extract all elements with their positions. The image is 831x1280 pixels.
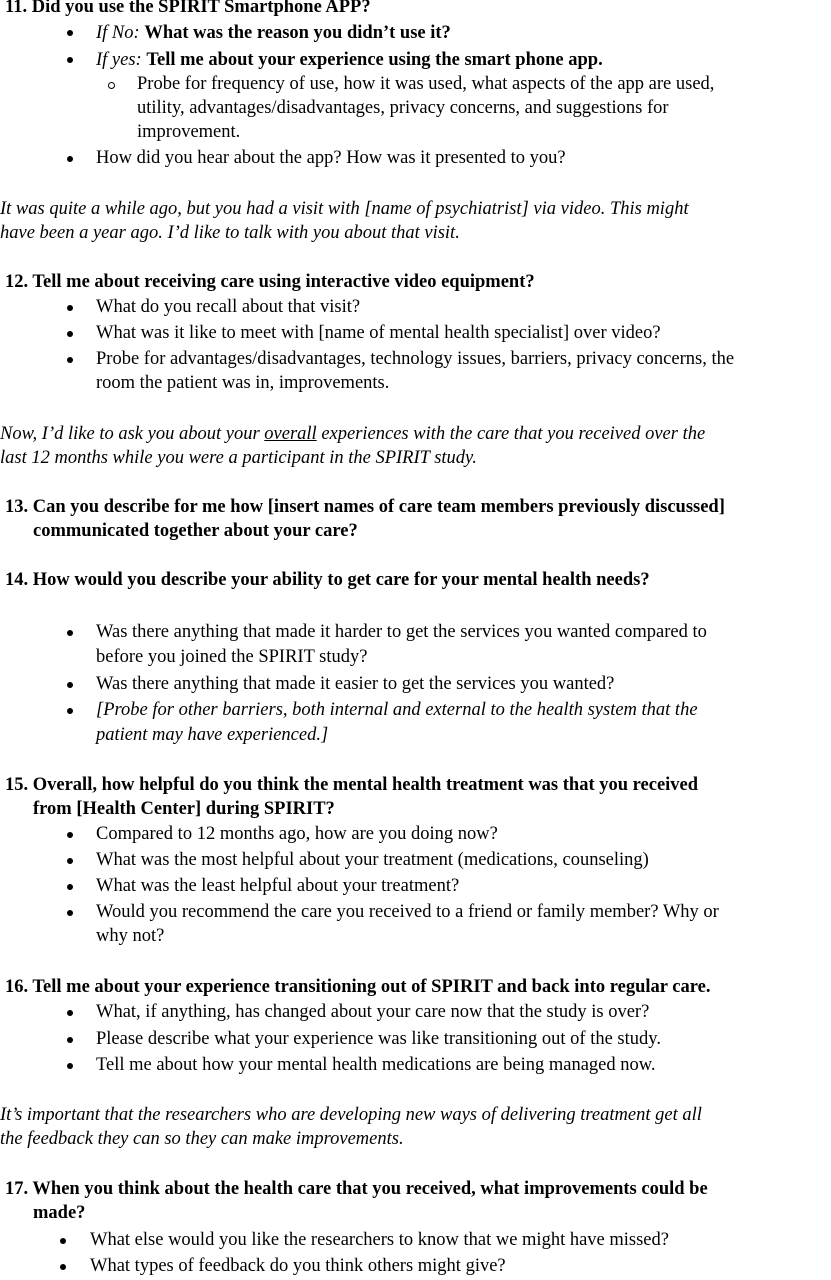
q16-bullet-changed: What, if anything, has changed about your care now that the study is over? (96, 1002, 650, 1022)
intro-video-line1: It was quite a while ago, but you had a visit with [name of psychiatrist] via video. This might (0, 199, 689, 219)
question-12-title: 12. Tell me about receiving care using interactive video equipment? (5, 272, 535, 292)
q15-bullet-recommend-line1: Would you recommend the care you received to a friend or family member? Why or (96, 902, 719, 922)
intro-feedback-line1: It’s important that the researchers who are developing new ways of delivering treatment get all (0, 1105, 702, 1125)
bullet-icon (67, 708, 73, 714)
intro-overall-underlined: overall (264, 424, 317, 444)
question-17-line2: made? (33, 1203, 86, 1223)
bullet-icon (67, 630, 73, 636)
bullet-icon (60, 1264, 66, 1270)
bullet-icon (67, 1010, 73, 1016)
q12-bullet-probe-line2: room the patient was in, improvements. (96, 373, 390, 393)
q14-bullet-easier: Was there anything that made it easier to get the services you wanted? (96, 674, 615, 694)
question-15-line2: from [Health Center] during SPIRIT? (33, 799, 335, 819)
bullet-icon (67, 884, 73, 890)
q14-bullet-harder-line1: Was there anything that made it harder to get the services you wanted compared to (96, 622, 707, 642)
question-11-title: 11. Did you use the SPIRIT Smartphone APP? (5, 0, 371, 17)
if-no-text: What was the reason you didn’t use it? (144, 23, 451, 43)
question-17-line1: 17. When you think about the health care that you received, what improvements could be (5, 1179, 708, 1199)
q11-sub-probe-line1: Probe for frequency of use, how it was used, what aspects of the app are used, (137, 74, 715, 94)
bullet-icon (67, 357, 73, 363)
intro-overall-line2: last 12 months while you were a participant in the SPIRIT study. (0, 448, 477, 468)
if-yes-text: Tell me about your experience using the smart phone app. (146, 50, 603, 70)
bullet-icon (67, 1063, 73, 1069)
q14-bullet-probe-line1: [Probe for other barriers, both internal and external to the health system that the (96, 700, 698, 720)
q14-bullet-harder-line2: before you joined the SPIRIT study? (96, 647, 368, 667)
question-16-title: 16. Tell me about your experience transitioning out of SPIRIT and back into regular care. (5, 977, 711, 997)
q17-bullet-feedback: What types of feedback do you think others might give? (90, 1256, 506, 1276)
bullet-icon (67, 156, 73, 162)
question-15-line1: 15. Overall, how helpful do you think the mental health treatment was that you received (5, 775, 699, 795)
question-13-line1: 13. Can you describe for me how [insert names of care team members previously discussed] (5, 497, 725, 517)
bullet-icon (60, 1238, 66, 1244)
q11-bullet-if-yes (96, 49, 603, 71)
q14-bullet-probe-line2: patient may have experienced.] (96, 725, 329, 745)
sub-bullet-icon (108, 82, 115, 89)
q11-sub-probe-line3: improvement. (137, 122, 241, 142)
question-14-title: 14. How would you describe your ability to get care for your mental health needs? (5, 570, 650, 590)
bullet-icon (67, 57, 73, 63)
q17-bullet-missed: What else would you like the researchers to know that we might have missed? (90, 1230, 669, 1250)
question-13-line2: communicated together about your care? (33, 521, 358, 541)
q11-bullet-if-no (96, 22, 451, 44)
bullet-icon (67, 682, 73, 688)
q15-bullet-least-helpful: What was the least helpful about your treatment? (96, 876, 460, 896)
intro-feedback-line2: the feedback they can so they can make improvements. (0, 1129, 404, 1149)
q12-bullet-recall: What do you recall about that visit? (96, 297, 361, 317)
intro-overall-pre: Now, I’d like to ask you about your (0, 424, 265, 444)
bullet-icon (67, 305, 73, 311)
if-no-label: If No: (96, 23, 140, 43)
q12-bullet-probe-line1: Probe for advantages/disadvantages, technology issues, barriers, privacy concerns, the (96, 349, 735, 369)
q15-bullet-most-helpful: What was the most helpful about your treatment (medications, counseling) (96, 850, 649, 870)
q11-sub-probe-line2: utility, advantages/disadvantages, privacy concerns, and suggestions for (137, 98, 669, 118)
bullet-icon (67, 832, 73, 838)
q12-bullet-meet: What was it like to meet with [name of mental health specialist] over video? (96, 323, 661, 343)
q16-bullet-medications: Tell me about how your mental health medications are being managed now. (96, 1055, 656, 1075)
intro-overall-line1 (0, 423, 705, 445)
bullet-icon (67, 331, 73, 337)
bullet-icon (67, 1037, 73, 1043)
bullet-icon (67, 30, 73, 36)
q15-bullet-recommend-line2: why not? (96, 926, 165, 946)
bullet-icon (67, 910, 73, 916)
q11-bullet-hear: How did you hear about the app? How was it presented to you? (96, 148, 566, 168)
intro-video-line2: have been a year ago. I’d like to talk with you about that visit. (0, 223, 460, 243)
q15-bullet-compared: Compared to 12 months ago, how are you doing now? (96, 824, 498, 844)
bullet-icon (67, 858, 73, 864)
q16-bullet-transition: Please describe what your experience was like transitioning out of the study. (96, 1029, 661, 1049)
intro-overall-post: experiences with the care that you received over the (316, 424, 706, 444)
if-yes-label: If yes: (96, 50, 142, 70)
